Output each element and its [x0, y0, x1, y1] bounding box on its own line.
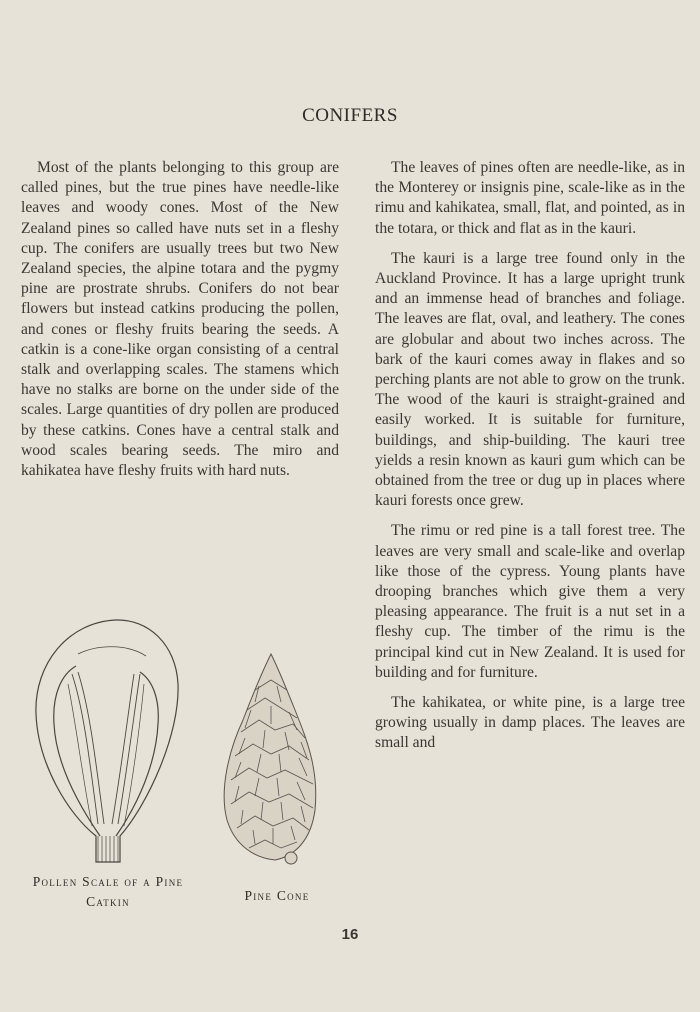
pollen-scale-illustration	[28, 614, 188, 866]
paragraph: The rimu or red pine is a tall forest tree. The leaves are very small and scale-like and overlap like those of the cypress. Young plants have drooping branches which give them a very pleasing appearance. The fruit is a nut set in a fleshy cup. The timber of the rimu is the principal kind cut in New Zealand. It is used for building and for furniture.	[375, 522, 685, 681]
paragraph: The kauri is a large tree found only in the Auckland Province. It has a large upright trunk and an immense head of branches and foliage. The leaves are flat, oval, and leathery. The cones are globular and about two inches across. The bark of the kauri comes away in flakes and so perching plants are not able to grow on the trunk. The wood of the kauri is straight-grained and easily worked. It is suitable for furniture, buildings, and ship-building. The kauri tree yields a resin known as kauri gum which can be obtained from the tree or dug up in places where kauri forests once grew.	[375, 249, 685, 510]
pine-cone-illustration	[215, 650, 327, 870]
left-column	[21, 158, 339, 491]
page-title: CONIFERS	[302, 105, 398, 126]
paragraph: The leaves of pines often are needle-like, as in the Monterey or insignis pine, scale-like as in the rimu and kahikatea, small, flat, and pointed, as in the totara, or thick and flat as in the kauri.	[375, 159, 685, 237]
paragraph: Most of the plants belonging to this group are called pines, but the true pines have needle-like leaves and woody cones. Most of the New Zealand pines so called have nuts set in a fleshy cup. The conifers are usually trees but two New Zealand species, the alpine totara and the pygmy pine are prostrate shrubs. Conifers do not bear flowers but instead catkins producing the pollen, and cones or fleshy fruits bearing the seeds. A catkin is a cone-like organ consisting of a central stalk and overlapping scales. The stamens which have no stalks are borne on the under side of the scales. Large quantities of dry pollen are produced by these catkins. Cones have a central stalk and wood scales bearing seeds. The miro and kahikatea have fleshy fruits with hard nuts.	[21, 159, 339, 480]
page-number: 16	[341, 926, 359, 943]
paragraph: The kahikatea, or white pine, is a large tree growing usually in damp places. The leaves are small and	[375, 694, 685, 752]
right-column	[375, 158, 685, 764]
pine-cone-caption: Pine Cone	[244, 888, 310, 903]
pollen-scale-caption: Pollen Scale of a Pine Catkin	[32, 874, 184, 909]
